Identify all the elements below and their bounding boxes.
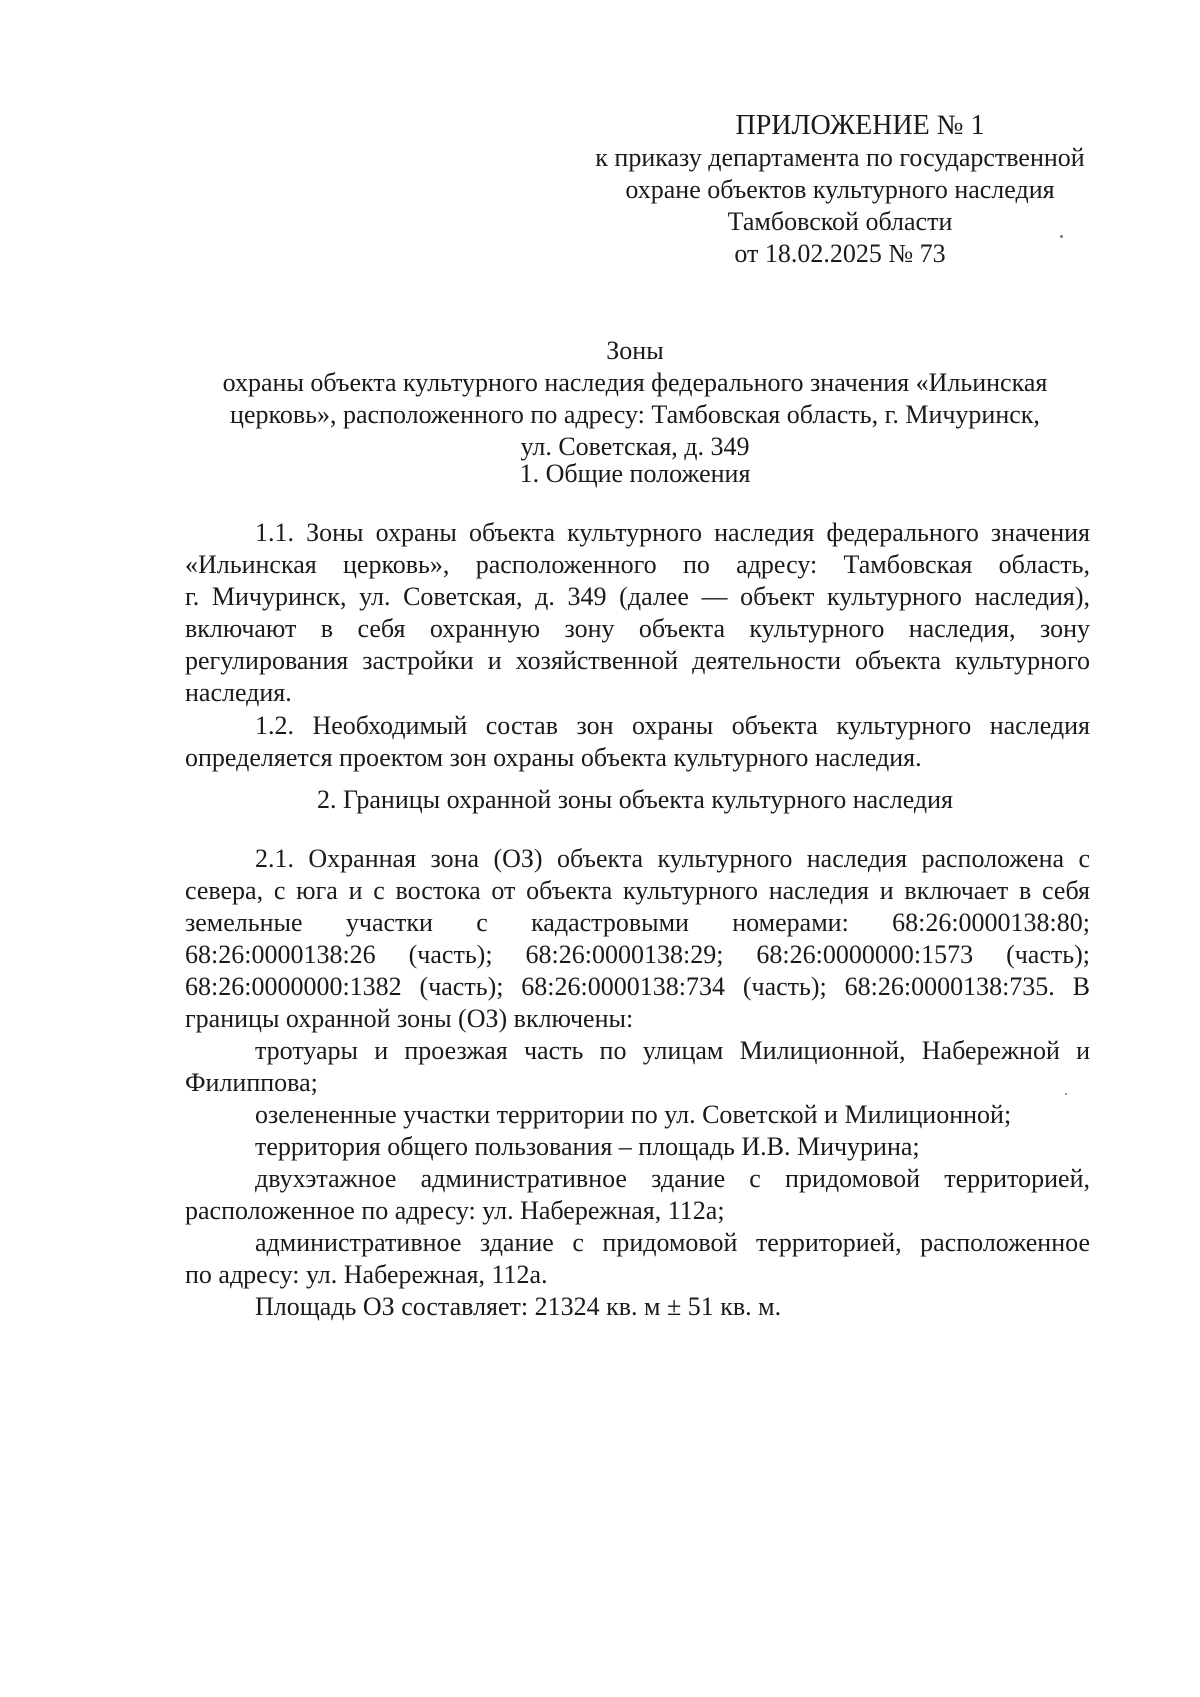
p1-1-line-4: включают в себя охранную зону объекта культурного наследия, зону bbox=[185, 614, 1090, 643]
p2-1-line-1: 2.1. Охранная зона (ОЗ) объекта культурного наследия расположена с bbox=[255, 844, 1090, 873]
paragraph-2-1 bbox=[185, 843, 1090, 1035]
title-line-3: церковь», расположенного по адресу: Тамбовская область, г. Мичуринск, bbox=[230, 400, 1040, 429]
p1-2-line-2: определяется проектом зон охраны объекта культурного наследия. bbox=[185, 743, 922, 772]
item-4-line-2: расположенное по адресу: ул. Набережная, 112а; bbox=[185, 1196, 725, 1225]
item-4-line-1: двухэтажное административное здание с придомовой территорией, bbox=[255, 1164, 1090, 1193]
p1-2-line-1: 1.2. Необходимый состав зон охраны объекта культурного наследия bbox=[255, 711, 1090, 740]
p1-1-line-3: г. Мичуринск, ул. Советская, д. 349 (далее — объект культурного наследия), bbox=[185, 582, 1090, 611]
appendix-line-2: охране объектов культурного наследия bbox=[625, 175, 1055, 204]
item-3-line-1: территория общего пользования – площадь И.В. Мичурина; bbox=[255, 1132, 920, 1161]
title-line-2: охраны объекта культурного наследия федерального значения «Ильинская bbox=[222, 368, 1048, 397]
section-1-heading: 1. Общие положения bbox=[519, 459, 751, 488]
p2-1-line-5: 68:26:0000000:1382 (часть); 68:26:0000138:734 (часть); 68:26:0000138:735. В bbox=[185, 972, 1090, 1001]
appendix-line-3: Тамбовской области bbox=[727, 207, 953, 236]
paragraph-1-2 bbox=[185, 710, 1090, 774]
appendix-title: ПРИЛОЖЕНИЕ № 1 bbox=[735, 110, 985, 141]
item-5-line-1: административное здание с придомовой территорией, расположенное bbox=[255, 1228, 1090, 1257]
item-1-line-1: тротуары и проезжая часть по улицам Милиционной, Набережной и bbox=[255, 1036, 1090, 1065]
list-item-public-square bbox=[185, 1131, 1090, 1163]
p2-1-line-4: 68:26:0000138:26 (часть); 68:26:0000138:29; 68:26:0000000:1573 (часть); bbox=[185, 940, 1090, 969]
p1-1-line-1: 1.1. Зоны охраны объекта культурного наследия федерального значения bbox=[255, 518, 1090, 547]
p2-1-line-2: севера, с юга и с востока от объекта культурного наследия и включает в себя bbox=[185, 876, 1090, 905]
scan-speck bbox=[1065, 1093, 1067, 1095]
area-statement bbox=[185, 1291, 1090, 1323]
p1-1-line-6: наследия. bbox=[185, 678, 292, 707]
p1-1-line-5: регулирования застройки и хозяйственной деятельности объекта культурного bbox=[185, 646, 1090, 675]
area-line: Площадь ОЗ составляет: 21324 кв. м ± 51 кв. м. bbox=[255, 1292, 782, 1321]
title-line-4: ул. Советская, д. 349 bbox=[520, 432, 750, 461]
item-2-line-1: озелененные участки территории по ул. Советской и Милиционной; bbox=[255, 1100, 1012, 1129]
p2-1-line-6: границы охранной зоны (ОЗ) включены: bbox=[185, 1004, 634, 1033]
item-1-line-2: Филиппова; bbox=[185, 1068, 318, 1097]
title-line-1: Зоны bbox=[606, 336, 664, 365]
list-item-sidewalks bbox=[185, 1035, 1090, 1099]
appendix-line-4: от 18.02.2025 № 73 bbox=[734, 239, 946, 268]
appendix-header bbox=[560, 110, 1120, 270]
list-item-two-storey-building bbox=[185, 1163, 1090, 1227]
item-5-line-2: по адресу: ул. Набережная, 112а. bbox=[185, 1260, 548, 1289]
p2-1-line-3: земельные участки с кадастровыми номерами: 68:26:0000138:80; bbox=[185, 908, 1090, 937]
list-item-green-areas bbox=[185, 1099, 1090, 1131]
section-2-heading: 2. Границы охранной зоны объекта культурного наследия bbox=[316, 785, 954, 814]
list-item-admin-building bbox=[185, 1227, 1090, 1291]
appendix-line-1: к приказу департамента по государственной bbox=[595, 143, 1085, 172]
p1-1-line-2: «Ильинская церковь», расположенного по адресу: Тамбовская область, bbox=[185, 550, 1090, 579]
scan-speck bbox=[1060, 235, 1063, 238]
paragraph-1-1 bbox=[185, 517, 1090, 709]
document-title bbox=[185, 335, 1085, 463]
